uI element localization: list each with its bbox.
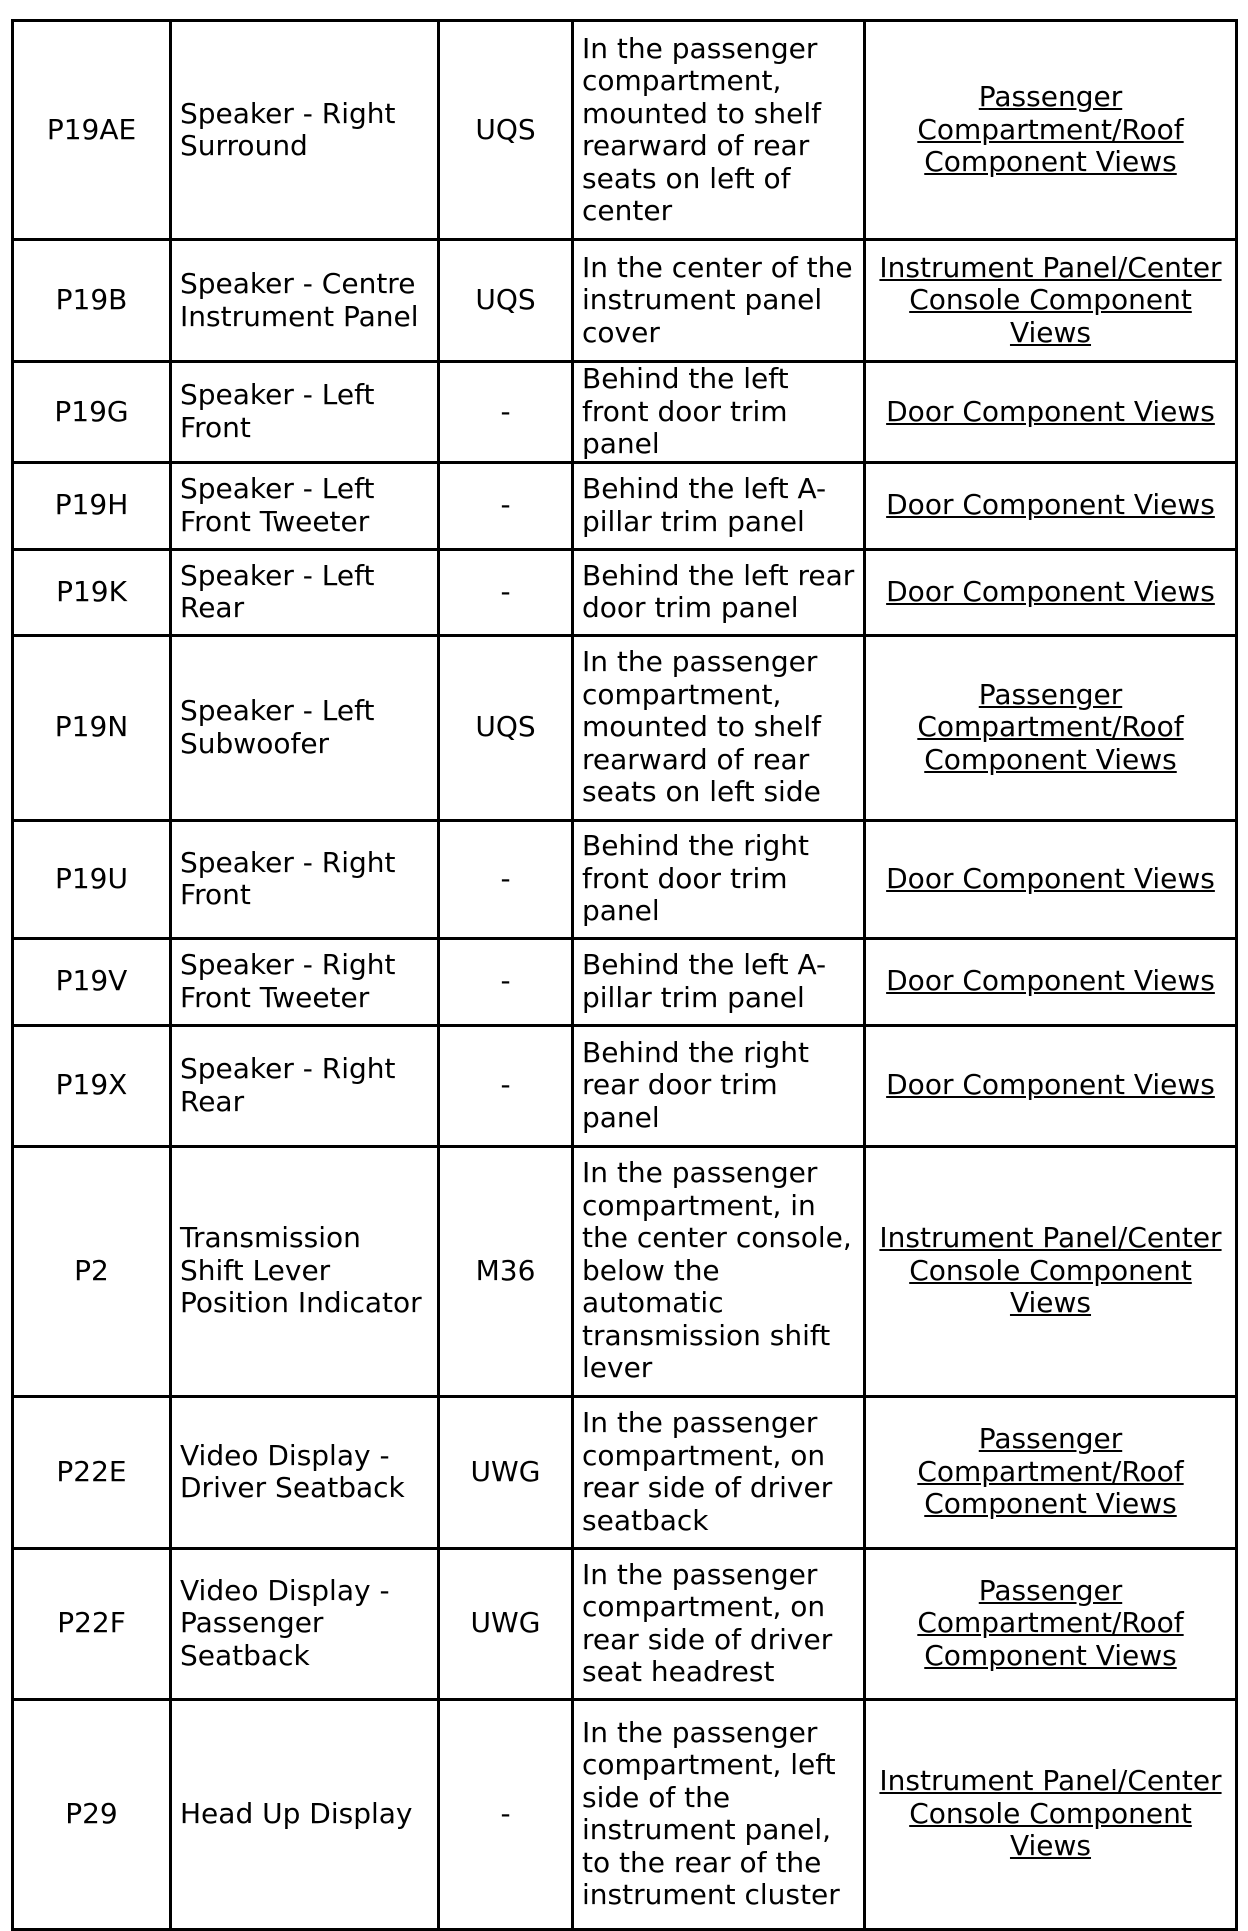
component-views-link[interactable]: Instrument Panel/Center Console Component Views	[879, 1764, 1222, 1863]
table-row	[13, 820, 1237, 938]
component-name-cell: Speaker - Left Front Tweeter	[171, 462, 439, 549]
component-views-link[interactable]: Door Component Views	[886, 574, 1215, 608]
component-views-link[interactable]: Passenger Compartment/Roof Component Views	[917, 677, 1184, 776]
option-code-cell: M36	[439, 1146, 573, 1396]
table-row	[13, 1146, 1237, 1396]
component-id-cell: P2	[13, 1146, 171, 1396]
option-code-cell: -	[439, 820, 573, 938]
component-location-cell: Behind the right rear door trim panel	[573, 1025, 865, 1146]
component-views-link-cell	[865, 1548, 1237, 1699]
component-name-cell: Speaker - Right Front	[171, 820, 439, 938]
table-row	[13, 635, 1237, 820]
component-name-cell: Speaker - Right Rear	[171, 1025, 439, 1146]
component-views-link-cell	[865, 1396, 1237, 1548]
option-code-cell: UWG	[439, 1396, 573, 1548]
component-location-cell: In the passenger compartment, left side of the instrument panel, to the rear of the instrument cluster	[573, 1699, 865, 1929]
option-code-cell: -	[439, 1025, 573, 1146]
component-id-cell: P19U	[13, 820, 171, 938]
table-row	[13, 21, 1237, 240]
component-location-cell: Behind the right front door trim panel	[573, 820, 865, 938]
component-views-link[interactable]: Door Component Views	[886, 488, 1215, 522]
table-body	[13, 21, 1237, 1930]
table-row	[13, 462, 1237, 549]
component-name-cell: Speaker - Left Subwoofer	[171, 635, 439, 820]
option-code-cell: UQS	[439, 240, 573, 362]
component-location-cell: In the passenger compartment, mounted to shelf rearward of rear seats on left side	[573, 635, 865, 820]
component-id-cell: P19K	[13, 549, 171, 635]
component-id-cell: P29	[13, 1699, 171, 1929]
component-id-cell: P19N	[13, 635, 171, 820]
component-location-cell: Behind the left front door trim panel	[573, 362, 865, 463]
option-code-cell: -	[439, 938, 573, 1025]
component-location-cell: Behind the left A-pillar trim panel	[573, 462, 865, 549]
component-location-cell: Behind the left A-pillar trim panel	[573, 938, 865, 1025]
table-row	[13, 549, 1237, 635]
component-id-cell: P22F	[13, 1548, 171, 1699]
component-name-cell: Head Up Display	[171, 1699, 439, 1929]
table-row	[13, 240, 1237, 362]
table-row	[13, 1396, 1237, 1548]
component-views-link-cell	[865, 362, 1237, 463]
component-views-link[interactable]: Door Component Views	[886, 861, 1215, 895]
component-views-link-cell	[865, 1699, 1237, 1929]
option-code-cell: -	[439, 462, 573, 549]
component-locator-table	[11, 19, 1238, 1931]
component-id-cell: P19V	[13, 938, 171, 1025]
component-views-link-cell	[865, 240, 1237, 362]
option-code-cell: -	[439, 362, 573, 463]
component-location-cell: Behind the left rear door trim panel	[573, 549, 865, 635]
option-code-cell: UQS	[439, 635, 573, 820]
component-id-cell: P19AE	[13, 21, 171, 240]
table-row	[13, 938, 1237, 1025]
table-row	[13, 1025, 1237, 1146]
option-code-cell: UWG	[439, 1548, 573, 1699]
component-views-link[interactable]: Passenger Compartment/Roof Component Views	[917, 1422, 1184, 1521]
component-views-link[interactable]: Door Component Views	[886, 394, 1215, 428]
option-code-cell: -	[439, 549, 573, 635]
component-id-cell: P19H	[13, 462, 171, 549]
component-id-cell: P19B	[13, 240, 171, 362]
table-row	[13, 362, 1237, 463]
component-name-cell: Transmission Shift Lever Position Indicator	[171, 1146, 439, 1396]
component-id-cell: P22E	[13, 1396, 171, 1548]
component-views-link-cell	[865, 1146, 1237, 1396]
component-name-cell: Speaker - Left Front	[171, 362, 439, 463]
component-views-link[interactable]: Door Component Views	[886, 964, 1215, 998]
component-name-cell: Video Display - Passenger Seatback	[171, 1548, 439, 1699]
component-views-link-cell	[865, 462, 1237, 549]
component-name-cell: Speaker - Right Surround	[171, 21, 439, 240]
component-views-link[interactable]: Instrument Panel/Center Console Component Views	[879, 1221, 1222, 1320]
component-views-link-cell	[865, 938, 1237, 1025]
component-views-link[interactable]: Passenger Compartment/Roof Component Views	[917, 80, 1184, 179]
component-name-cell: Speaker - Right Front Tweeter	[171, 938, 439, 1025]
component-location-cell: In the passenger compartment, in the center console, below the automatic transmission shift lever	[573, 1146, 865, 1396]
component-views-link-cell	[865, 635, 1237, 820]
component-name-cell: Video Display - Driver Seatback	[171, 1396, 439, 1548]
component-views-link-cell	[865, 1025, 1237, 1146]
component-views-link[interactable]: Door Component Views	[886, 1068, 1215, 1102]
option-code-cell: -	[439, 1699, 573, 1929]
table-row	[13, 1699, 1237, 1929]
component-name-cell: Speaker - Left Rear	[171, 549, 439, 635]
component-location-cell: In the center of the instrument panel cover	[573, 240, 865, 362]
component-location-cell: In the passenger compartment, on rear side of driver seat headrest	[573, 1548, 865, 1699]
component-id-cell: P19G	[13, 362, 171, 463]
component-views-link[interactable]: Instrument Panel/Center Console Component Views	[879, 250, 1222, 349]
component-location-cell: In the passenger compartment, on rear side of driver seatback	[573, 1396, 865, 1548]
component-id-cell: P19X	[13, 1025, 171, 1146]
component-views-link-cell	[865, 820, 1237, 938]
option-code-cell: UQS	[439, 21, 573, 240]
component-views-link[interactable]: Passenger Compartment/Roof Component Views	[917, 1573, 1184, 1672]
table-row	[13, 1548, 1237, 1699]
component-name-cell: Speaker - Centre Instrument Panel	[171, 240, 439, 362]
component-views-link-cell	[865, 21, 1237, 240]
component-location-cell: In the passenger compartment, mounted to shelf rearward of rear seats on left of center	[573, 21, 865, 240]
component-views-link-cell	[865, 549, 1237, 635]
